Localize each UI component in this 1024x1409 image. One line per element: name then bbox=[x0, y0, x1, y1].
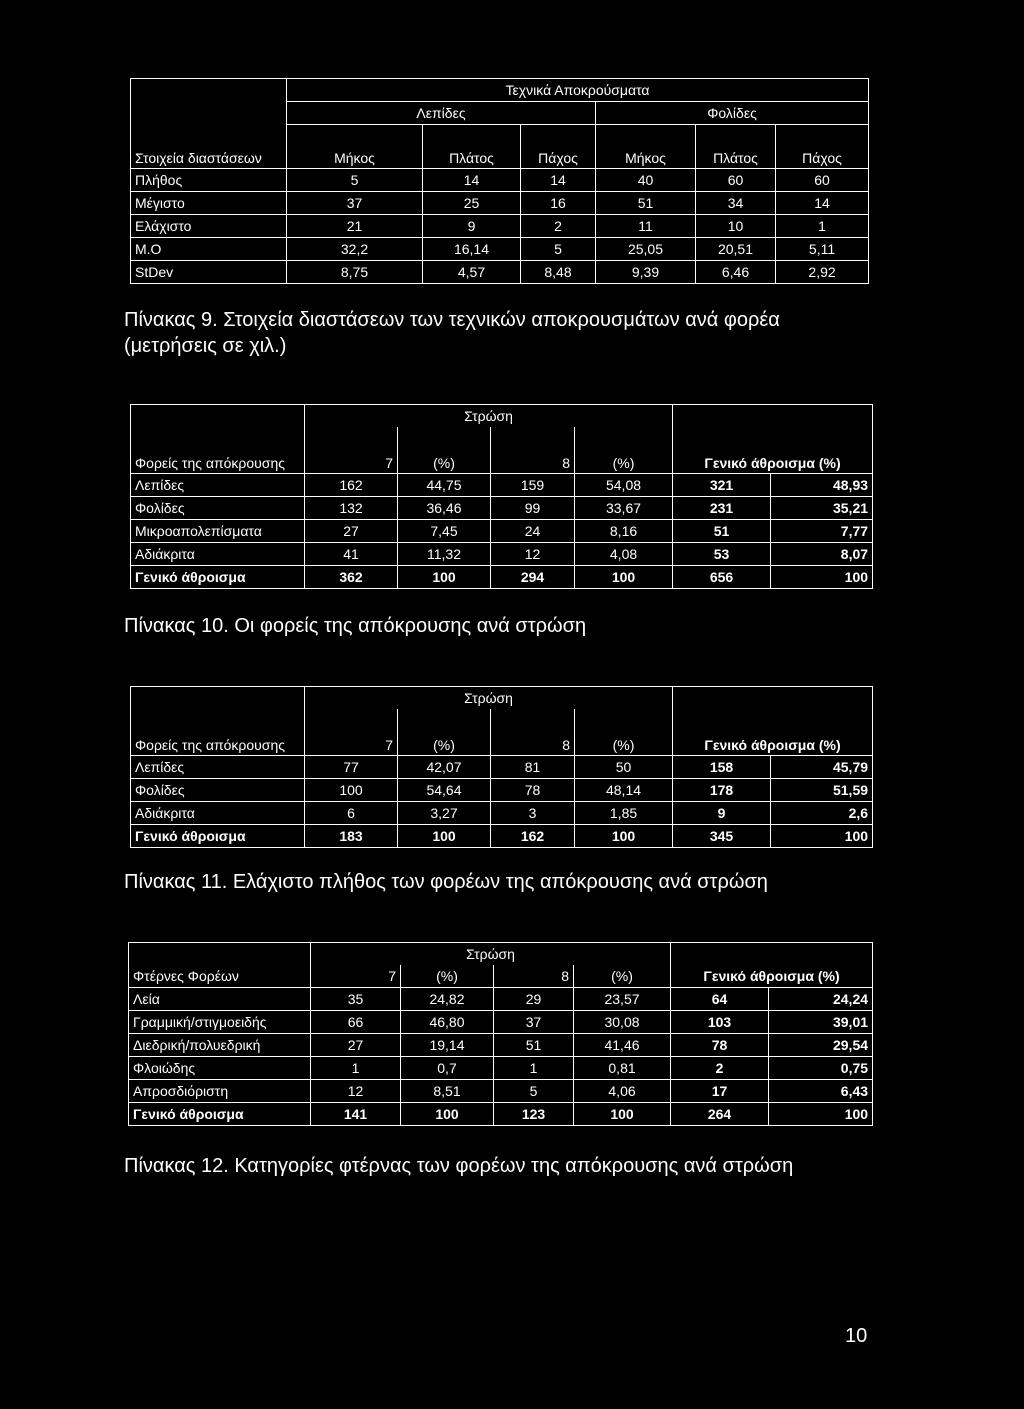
cell: 345 bbox=[673, 824, 771, 847]
cell: 21 bbox=[287, 215, 423, 238]
cell: 8,48 bbox=[521, 261, 596, 284]
cell: 60 bbox=[776, 169, 869, 192]
table10-col-header: 8 bbox=[491, 427, 575, 473]
cell: 40 bbox=[596, 169, 696, 192]
cell: 231 bbox=[673, 496, 771, 519]
cell: 60 bbox=[696, 169, 776, 192]
cell: 178 bbox=[673, 778, 771, 801]
cell: 8,07 bbox=[771, 542, 873, 565]
cell: 51 bbox=[494, 1034, 574, 1057]
table-row bbox=[129, 1057, 873, 1080]
cell: 656 bbox=[673, 565, 771, 588]
cell: 19,14 bbox=[401, 1034, 494, 1057]
cell: 158 bbox=[673, 755, 771, 778]
table10-col-header: (%) bbox=[398, 427, 491, 473]
cell: 14 bbox=[521, 169, 596, 192]
table12-row-header: Φτέρνες Φορέων bbox=[129, 965, 311, 988]
row-label: Γενικό άθροισμα bbox=[131, 824, 305, 847]
row-label: Γραμμική/στιγμοειδής bbox=[129, 1011, 311, 1034]
table-10 bbox=[130, 404, 873, 589]
cell: 44,75 bbox=[398, 473, 491, 496]
table10-row-header: Φορείς της απόκρουσης bbox=[131, 427, 305, 473]
cell: 0,7 bbox=[401, 1057, 494, 1080]
cell: 8,16 bbox=[575, 519, 673, 542]
cell: 46,80 bbox=[401, 1011, 494, 1034]
row-label: Μ.Ο bbox=[131, 238, 287, 261]
cell: 6,46 bbox=[696, 261, 776, 284]
table-row bbox=[131, 755, 873, 778]
row-label: Διεδρική/πολυεδρική bbox=[129, 1034, 311, 1057]
cell: 5 bbox=[287, 169, 423, 192]
table-row bbox=[131, 192, 869, 215]
cell: 30,08 bbox=[574, 1011, 671, 1034]
cell: 100 bbox=[398, 824, 491, 847]
table9-col-header: Πάχος bbox=[776, 125, 869, 169]
cell: 9 bbox=[673, 801, 771, 824]
table-row bbox=[131, 519, 873, 542]
cell: 103 bbox=[671, 1011, 769, 1034]
cell: 3,27 bbox=[398, 801, 491, 824]
table9-col-header: Πλάτος bbox=[423, 125, 521, 169]
row-label: Ελάχιστο bbox=[131, 215, 287, 238]
table-row bbox=[129, 1011, 873, 1034]
table-11 bbox=[130, 686, 873, 848]
cell: 29,54 bbox=[769, 1034, 873, 1057]
table-row bbox=[131, 169, 869, 192]
row-label: Αδιάκριτα bbox=[131, 801, 305, 824]
table10-col-header: 7 bbox=[305, 427, 398, 473]
table12-col-header: 8 bbox=[494, 965, 574, 988]
cell: 35 bbox=[311, 988, 401, 1011]
cell: 51 bbox=[673, 519, 771, 542]
table9-col-header: Πάχος bbox=[521, 125, 596, 169]
cell: 29 bbox=[494, 988, 574, 1011]
table11-group-header: Στρώση bbox=[305, 687, 673, 710]
caption-table-11: Πίνακας 11. Ελάχιστο πλήθος των φορέων της απόκρουσης ανά στρώση bbox=[124, 871, 768, 893]
cell: 33,67 bbox=[575, 496, 673, 519]
cell: 9 bbox=[423, 215, 521, 238]
row-label: Λεπίδες bbox=[131, 755, 305, 778]
row-label: Αδιάκριτα bbox=[131, 542, 305, 565]
table11-row-header: Φορείς της απόκρουσης bbox=[131, 709, 305, 755]
cell: 8,75 bbox=[287, 261, 423, 284]
table-row-total bbox=[131, 824, 873, 847]
cell: 51,59 bbox=[771, 778, 873, 801]
row-label: StDev bbox=[131, 261, 287, 284]
cell: 159 bbox=[491, 473, 575, 496]
table9-col-header: Μήκος bbox=[287, 125, 423, 169]
cell: 100 bbox=[398, 565, 491, 588]
cell: 42,07 bbox=[398, 755, 491, 778]
cell: 27 bbox=[311, 1034, 401, 1057]
cell: 6 bbox=[305, 801, 398, 824]
table-row-total bbox=[131, 565, 873, 588]
cell: 36,46 bbox=[398, 496, 491, 519]
page-number: 10 bbox=[845, 1325, 868, 1347]
cell: 20,51 bbox=[696, 238, 776, 261]
cell: 2 bbox=[521, 215, 596, 238]
cell: 321 bbox=[673, 473, 771, 496]
table11-col-header: 7 bbox=[305, 709, 398, 755]
table12-col-header: (%) bbox=[401, 965, 494, 988]
cell: 77 bbox=[305, 755, 398, 778]
caption-table-9-line2: (μετρήσεις σε χιλ.) bbox=[124, 335, 287, 357]
cell: 100 bbox=[575, 824, 673, 847]
cell: 294 bbox=[491, 565, 575, 588]
cell: 0,75 bbox=[769, 1057, 873, 1080]
table12-col-header-total: Γενικό άθροισμα (%) bbox=[671, 965, 873, 988]
cell: 24 bbox=[491, 519, 575, 542]
cell: 54,08 bbox=[575, 473, 673, 496]
caption-table-9: Πίνακας 9. Στοιχεία διαστάσεων των τεχνικών αποκρουσμάτων ανά φορέα bbox=[124, 309, 780, 331]
row-label: Μικροαπολεπίσματα bbox=[131, 519, 305, 542]
cell: 2 bbox=[671, 1057, 769, 1080]
cell: 141 bbox=[311, 1103, 401, 1126]
table9-subheader-folides: Φολίδες bbox=[596, 102, 869, 125]
cell: 7,77 bbox=[771, 519, 873, 542]
cell: 4,06 bbox=[574, 1080, 671, 1103]
cell: 123 bbox=[494, 1103, 574, 1126]
table-row bbox=[131, 778, 873, 801]
cell: 100 bbox=[771, 824, 873, 847]
cell: 1 bbox=[494, 1057, 574, 1080]
cell: 5,11 bbox=[776, 238, 869, 261]
cell: 16 bbox=[521, 192, 596, 215]
table9-col-header: Μήκος bbox=[596, 125, 696, 169]
cell: 37 bbox=[287, 192, 423, 215]
cell: 5 bbox=[494, 1080, 574, 1103]
row-label: Γενικό άθροισμα bbox=[131, 565, 305, 588]
cell: 32,2 bbox=[287, 238, 423, 261]
cell: 162 bbox=[491, 824, 575, 847]
cell: 100 bbox=[575, 565, 673, 588]
cell: 66 bbox=[311, 1011, 401, 1034]
table-row bbox=[131, 473, 873, 496]
row-label: Λεπίδες bbox=[131, 473, 305, 496]
table-row bbox=[131, 215, 869, 238]
cell: 11,32 bbox=[398, 542, 491, 565]
table9-subheader-lepides: Λεπίδες bbox=[287, 102, 596, 125]
table-9 bbox=[130, 78, 869, 284]
caption-table-12: Πίνακας 12. Κατηγορίες φτέρνας των φορέων της απόκρουσης ανά στρώση bbox=[124, 1155, 794, 1177]
row-label: Φολίδες bbox=[131, 496, 305, 519]
cell: 1 bbox=[311, 1057, 401, 1080]
cell: 2,6 bbox=[771, 801, 873, 824]
cell: 11 bbox=[596, 215, 696, 238]
cell: 54,64 bbox=[398, 778, 491, 801]
cell: 1,85 bbox=[575, 801, 673, 824]
cell: 45,79 bbox=[771, 755, 873, 778]
cell: 37 bbox=[494, 1011, 574, 1034]
cell: 100 bbox=[769, 1103, 873, 1126]
cell: 100 bbox=[401, 1103, 494, 1126]
cell: 14 bbox=[423, 169, 521, 192]
cell: 39,01 bbox=[769, 1011, 873, 1034]
cell: 48,14 bbox=[575, 778, 673, 801]
table11-col-header-total: Γενικό άθροισμα (%) bbox=[673, 709, 873, 755]
cell: 8,51 bbox=[401, 1080, 494, 1103]
row-label: Πλήθος bbox=[131, 169, 287, 192]
cell: 10 bbox=[696, 215, 776, 238]
cell: 99 bbox=[491, 496, 575, 519]
cell: 25 bbox=[423, 192, 521, 215]
cell: 23,57 bbox=[574, 988, 671, 1011]
cell: 3 bbox=[491, 801, 575, 824]
cell: 78 bbox=[671, 1034, 769, 1057]
caption-table-10: Πίνακας 10. Οι φορείς της απόκρουσης ανά στρώση bbox=[124, 615, 587, 637]
cell: 12 bbox=[311, 1080, 401, 1103]
cell: 9,39 bbox=[596, 261, 696, 284]
cell: 162 bbox=[305, 473, 398, 496]
cell: 41,46 bbox=[574, 1034, 671, 1057]
cell: 132 bbox=[305, 496, 398, 519]
cell: 14 bbox=[776, 192, 869, 215]
table11-col-header: (%) bbox=[575, 709, 673, 755]
cell: 16,14 bbox=[423, 238, 521, 261]
row-label: Φολίδες bbox=[131, 778, 305, 801]
table10-col-header-total: Γενικό άθροισμα (%) bbox=[673, 427, 873, 473]
cell: 34 bbox=[696, 192, 776, 215]
row-label: Απροσδιόριστη bbox=[129, 1080, 311, 1103]
cell: 78 bbox=[491, 778, 575, 801]
cell: 100 bbox=[574, 1103, 671, 1126]
table-row bbox=[129, 1080, 873, 1103]
cell: 64 bbox=[671, 988, 769, 1011]
table9-group-header: Τεχνικά Αποκρούσματα bbox=[287, 79, 869, 102]
table12-col-header: 7 bbox=[311, 965, 401, 988]
cell: 48,93 bbox=[771, 473, 873, 496]
cell: 100 bbox=[305, 778, 398, 801]
cell: 4,08 bbox=[575, 542, 673, 565]
table-row bbox=[129, 1034, 873, 1057]
cell: 2,92 bbox=[776, 261, 869, 284]
cell: 100 bbox=[771, 565, 873, 588]
cell: 4,57 bbox=[423, 261, 521, 284]
table9-row-header: Στοιχεία διαστάσεων bbox=[131, 125, 287, 169]
table-row bbox=[131, 542, 873, 565]
table10-group-header: Στρώση bbox=[305, 405, 673, 428]
cell: 1 bbox=[776, 215, 869, 238]
cell: 81 bbox=[491, 755, 575, 778]
table-row-total bbox=[129, 1103, 873, 1126]
cell: 41 bbox=[305, 542, 398, 565]
cell: 0,81 bbox=[574, 1057, 671, 1080]
cell: 5 bbox=[521, 238, 596, 261]
cell: 362 bbox=[305, 565, 398, 588]
cell: 35,21 bbox=[771, 496, 873, 519]
row-label: Γενικό άθροισμα bbox=[129, 1103, 311, 1126]
table10-col-header: (%) bbox=[575, 427, 673, 473]
table12-col-header: (%) bbox=[574, 965, 671, 988]
table-row bbox=[131, 496, 873, 519]
cell: 17 bbox=[671, 1080, 769, 1103]
table11-col-header: 8 bbox=[491, 709, 575, 755]
table-row bbox=[129, 988, 873, 1011]
cell: 53 bbox=[673, 542, 771, 565]
table-12 bbox=[128, 942, 873, 1126]
cell: 7,45 bbox=[398, 519, 491, 542]
cell: 27 bbox=[305, 519, 398, 542]
cell: 24,82 bbox=[401, 988, 494, 1011]
table-row bbox=[131, 261, 869, 284]
cell: 51 bbox=[596, 192, 696, 215]
cell: 264 bbox=[671, 1103, 769, 1126]
table11-col-header: (%) bbox=[398, 709, 491, 755]
table-row bbox=[131, 801, 873, 824]
table12-group-header: Στρώση bbox=[311, 943, 671, 966]
row-label: Μέγιστο bbox=[131, 192, 287, 215]
cell: 25,05 bbox=[596, 238, 696, 261]
cell: 12 bbox=[491, 542, 575, 565]
cell: 6,43 bbox=[769, 1080, 873, 1103]
table-row bbox=[131, 238, 869, 261]
row-label: Λεία bbox=[129, 988, 311, 1011]
cell: 183 bbox=[305, 824, 398, 847]
row-label: Φλοιώδης bbox=[129, 1057, 311, 1080]
cell: 24,24 bbox=[769, 988, 873, 1011]
cell: 50 bbox=[575, 755, 673, 778]
table9-col-header: Πλάτος bbox=[696, 125, 776, 169]
